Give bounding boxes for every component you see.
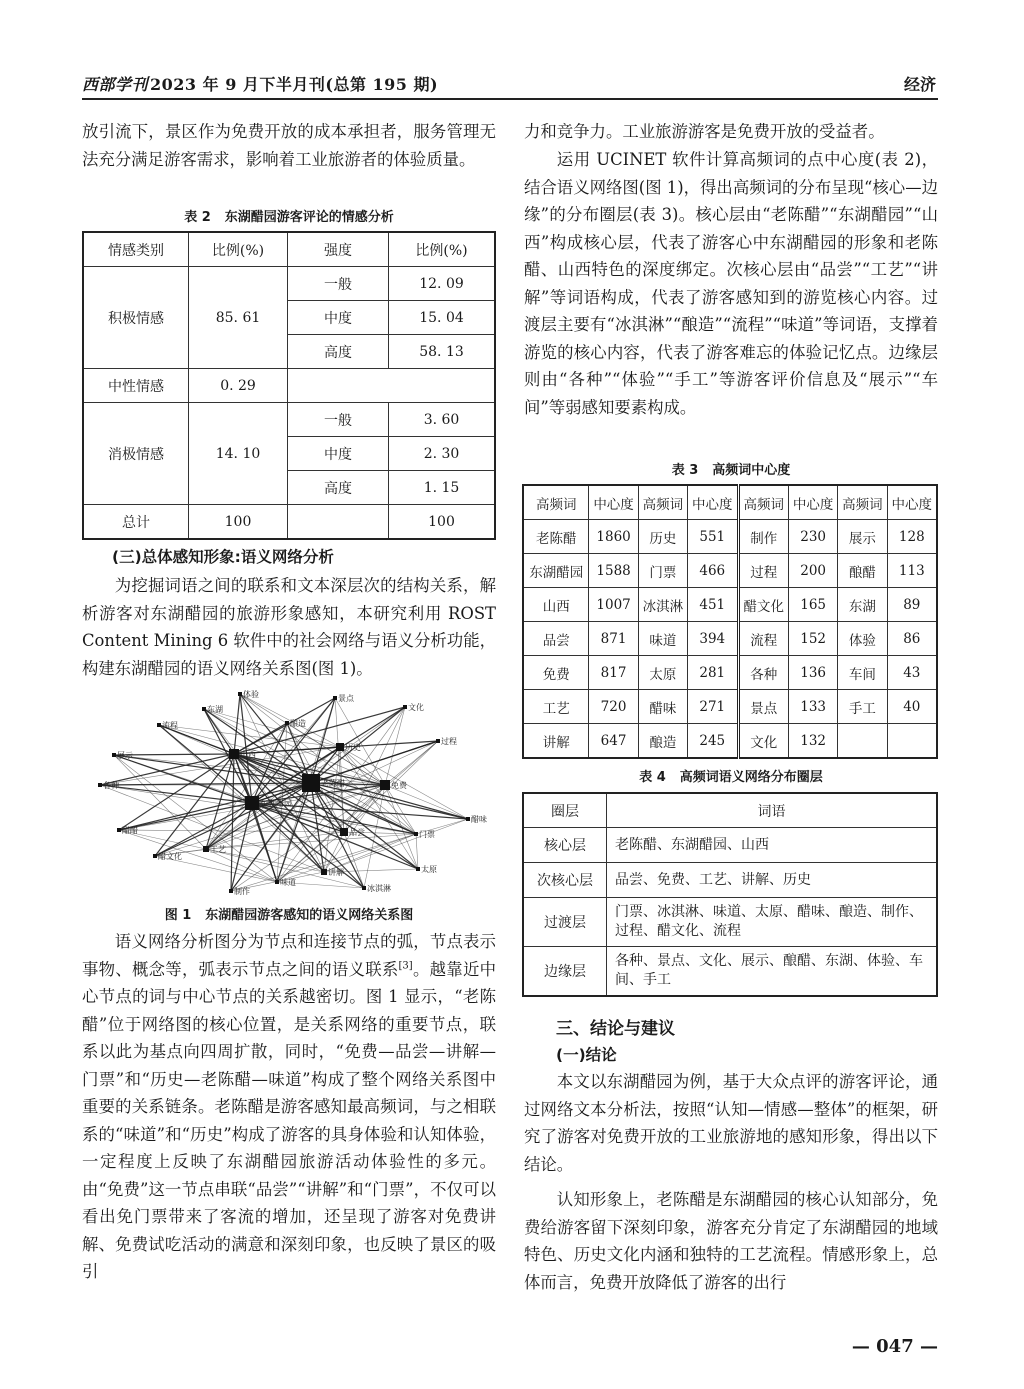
network-node-label: 流程: [162, 721, 178, 730]
network-node: [98, 783, 102, 787]
network-node-label: 景点: [338, 694, 354, 703]
right-para-ucinet: 运用 UCINET 软件计算高频词的点中心度(表 2)，结合语义网络图(图 1)，得出高频词的分布呈现“核心—边缘”的分布圈层(表 3)。核心层由“老陈醋”“东湖醋园”“山西”构成核心层，代表了游客心中东湖醋园的形象和老陈醋、山西特色的深度绑定。次核心层由“品尝”“工艺”“讲解”等词语构成，代表了游客感知到的游览核心内容。过渡层主要有“冰淇淋”“酿造”“流程”“味道”等词语，支撑着游览的核心内容，代表了游客难忘的体验记忆点。边缘层则由“各种”“体验”“手工”等游客评价信息及“展示”“车间”等弱感知要素构成。: [524, 150, 938, 417]
left-para-analysis: 语义网络分析图分为节点和连接节点的弧，节点表示事物、概念等，弧表示节点之间的语义联系[3]。越靠近中心节点的词与中心节点的关系越密切。图 1 显示，“老陈醋”位于网络图的核心位置，是关系网络的重要节点，联系以此为基点向四周扩散，同时，“免费—品尝—讲解—门票”和“历史—老陈醋—味道”构成了整个网络关系图中重要的关系链条。老陈醋是游客感知最高频词，与之相联系的“味道”和“历史”构成了游客的具身体验和认知体验，一定程度上反映了东湖醋园旅游活动体验性的多元。由“免费”这一节点串联“品尝”“讲解”和“门票”，不仅可以看出免门票带来了客流的增加，还呈现了游客对免费讲解、免费试吃活动的满意和深刻印象，也反映了景区的吸引: [82, 932, 497, 1281]
table-header-row: 情感类别 比例(%) 强度 比例(%): [83, 232, 495, 267]
network-node: [403, 705, 407, 709]
network-node: [202, 707, 206, 711]
network-node-label: 品尝: [349, 828, 365, 837]
table-header-row: 圈层 词语: [523, 793, 937, 828]
network-edge: [204, 709, 234, 754]
network-edge: [335, 698, 344, 832]
network-node: [340, 828, 348, 836]
network-edge: [114, 755, 277, 882]
network-node: [203, 846, 209, 852]
network-node-label: 历史: [345, 743, 361, 752]
table-row: 核心层 老陈醋、东湖醋园、山西: [523, 828, 937, 863]
table-row: 总计 100 100: [83, 505, 495, 540]
left-para-network: 为挖掘词语之间的联系和文本深层次的结构关系，解析游客对东湖醋园的旅游形象感知，本研究利用 ROST Content Mining 6 软件中的社会网络与语义分析功能，构建东湖醋园的语义网络关系图(图 1)。: [82, 576, 496, 678]
header-rule: [82, 98, 938, 100]
table-row: 品尝 871 味道 394 流程 152 体验 86: [523, 622, 937, 656]
network-node-label: 醋醋: [122, 826, 138, 835]
network-node: [416, 867, 420, 871]
network-edge: [335, 698, 385, 785]
network-node: [157, 723, 161, 727]
table-row: 工艺 720 醋味 271 景点 133 手工 40: [523, 690, 937, 724]
network-node-label: 文化: [408, 703, 424, 712]
network-node-label: 酿造: [290, 719, 306, 728]
network-node: [238, 692, 242, 696]
network-node: [362, 886, 366, 890]
network-node: [117, 828, 121, 832]
network-edge: [344, 832, 364, 888]
network-node: [466, 817, 470, 821]
network-node-label: 味道: [280, 878, 296, 887]
network-node: [245, 796, 259, 810]
subheading-conclusion: (一)结论: [556, 1046, 617, 1064]
table-row: 中性情感 0. 29: [83, 369, 495, 403]
network-node-label: 展示: [117, 751, 133, 760]
network-node-label: 门票: [419, 830, 435, 839]
table-row: 过渡层 门票、冰淇淋、味道、太原、醋味、酿造、制作、过程、醋文化、流程: [523, 898, 937, 947]
table-row: 次核心层 品尝、免费、工艺、讲解、历史: [523, 863, 937, 898]
right-para-top: 力和竞争力。工业旅游游客是免费开放的受益者。: [524, 122, 885, 141]
network-node-label: 体验: [243, 690, 259, 699]
table4-caption: 表 4 高频词语义网络分布圈层: [639, 770, 823, 785]
table-row: 高度 58. 13: [83, 335, 495, 369]
network-edge: [324, 819, 468, 872]
network-node-label: 老陈醋: [321, 779, 345, 788]
network-node-label: 工艺: [210, 845, 226, 854]
network-node: [302, 774, 320, 792]
network-node: [380, 780, 390, 790]
network-node-label: 山西: [240, 750, 256, 759]
network-edge: [416, 834, 418, 869]
network-node: [153, 854, 157, 858]
page-number: — 047 —: [851, 1336, 938, 1357]
network-node: [414, 832, 418, 836]
running-header: [82, 72, 438, 95]
network-node: [333, 696, 337, 700]
table-header-row: 高频词 中心度 高频词 中心度 高频词 中心度 高频词 中心度: [523, 485, 937, 520]
table-row: 积极情感 85. 61 一般 12. 09: [83, 267, 495, 301]
left-para-top: 放引流下，景区作为免费开放的成本承担者，服务管理无法充分满足游客需求，影响着工业旅游者的体验质量。: [82, 122, 496, 169]
table-row: 消极情感 14. 10 一般 3. 60: [83, 403, 495, 437]
network-node-label: 冰淇淋: [367, 884, 391, 893]
network-edge: [206, 698, 335, 849]
table-row: 讲解 647 酿造 245 文化 132: [523, 724, 937, 759]
table-row: 中度 2. 30: [83, 437, 495, 471]
network-node: [112, 753, 116, 757]
network-node-label: 东湖醋园: [260, 799, 292, 808]
network-node-label: 过程: [441, 737, 457, 746]
table-row: 老陈醋 1860 历史 551 制作 230 展示 128: [523, 520, 937, 554]
network-node-label: 东湖: [207, 705, 223, 714]
network-node-label: 醋味: [471, 815, 487, 824]
table-row: 东湖醋园 1588 门票 466 过程 200 酿醋 113: [523, 554, 937, 588]
table-row: 免费 817 太原 281 各种 136 车间 43: [523, 656, 937, 690]
network-node: [321, 869, 327, 875]
network-node-label: 制作: [234, 887, 250, 896]
network-node-label: 太原: [421, 865, 437, 874]
table-row: 边缘层 各种、景点、文化、展示、酿醋、东湖、体验、车间、手工: [523, 947, 937, 997]
network-node: [436, 739, 440, 743]
citation-ref: [3]: [398, 960, 413, 972]
network-node: [336, 743, 344, 751]
network-node: [285, 721, 289, 725]
network-edge: [119, 830, 277, 882]
section-label: 经济: [903, 75, 936, 94]
circle-layer-table: [522, 792, 938, 997]
network-edge: [204, 709, 340, 747]
network-node-label: 讲解: [328, 868, 344, 877]
table2-caption: 表 2 东湖醋园游客评论的情感分析: [184, 210, 394, 225]
table-row: 中度 15. 04: [83, 301, 495, 335]
heading-semantic-network: (三)总体感知形象:语义网络分析: [112, 548, 334, 566]
table3-caption: 表 3 高频词中心度: [671, 463, 791, 478]
network-node-label: 醋文化: [158, 852, 182, 861]
network-node-label: 各种: [103, 781, 119, 790]
network-edge: [231, 754, 234, 891]
table-row: 高度 1. 15: [83, 471, 495, 505]
network-node: [229, 889, 233, 893]
figure1-caption: 图 1 东湖醋园游客感知的语义网络关系图: [164, 908, 414, 923]
section-heading-conclusion: 三、结论与建议: [556, 1019, 675, 1039]
network-edge: [385, 707, 405, 785]
network-node-label: 免费: [391, 781, 407, 790]
table-row: 山西 1007 冰淇淋 451 醋文化 165 东湖 89: [523, 588, 937, 622]
centrality-table: [522, 484, 938, 759]
issue-info: 2023 年 9 月下半月刊(总第 195 期): [150, 75, 439, 94]
semantic-network-figure: [92, 682, 492, 897]
sentiment-table: [82, 231, 496, 540]
journal-logo: 西部学刊: [82, 75, 149, 94]
network-node: [275, 880, 279, 884]
network-node: [229, 749, 239, 759]
right-para-conclusion: 本文以东湖醋园为例，基于大众点评的游客评论，通过网络文本分析法，按照“认知—情感—整体”的框架，研究了游客对免费开放的工业旅游地的感知形象，得出以下结论。 认知形象上，老陈醋是东湖醋园的核心认知部分，免费给游客留下深刻印象，游客充分肯定了东湖醋园的地域特色、历史文化内涵和独特的工艺流程。情感形象上，总体而言，免费开放降低了游客的出行: [524, 1072, 938, 1292]
